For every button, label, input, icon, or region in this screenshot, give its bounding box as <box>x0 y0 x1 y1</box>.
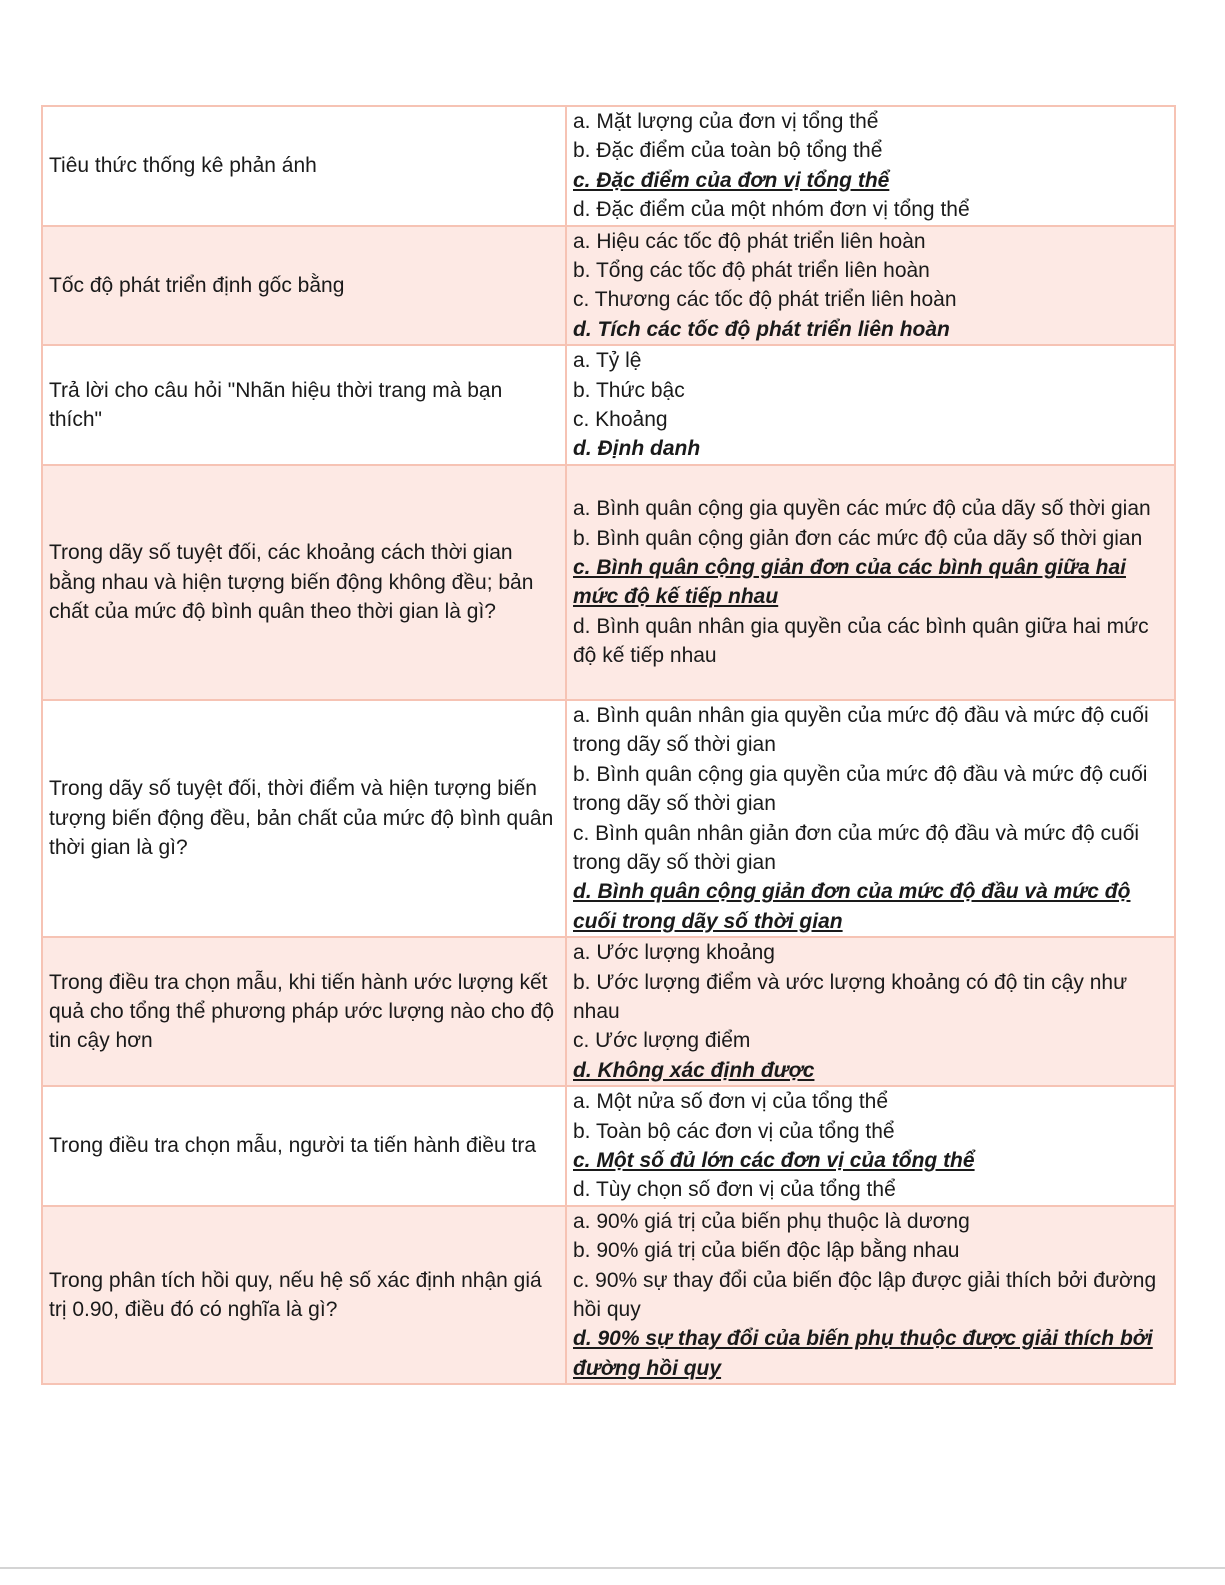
answer-option-correct: d. Định danh <box>573 437 701 461</box>
answer-option: b. Ước lượng điểm và ước lượng khoảng có độ tin cậy như nhau <box>573 970 1128 1023</box>
answer-option: c. Khoảng <box>573 408 668 432</box>
answer-option-correct: d. Tích các tốc độ phát triển liên hoàn <box>573 317 950 341</box>
answer-option: a. 90% giá trị của biến phụ thuộc là dương <box>573 1209 970 1233</box>
question-row <box>42 1086 1175 1206</box>
answer-options <box>566 1086 1175 1206</box>
answer-option: a. Mặt lượng của đơn vị tổng thể <box>573 110 879 133</box>
question-row <box>42 700 1175 937</box>
question-text: Trong dãy số tuyệt đối, thời điểm và hiện tượng biến tượng biến động đều, bản chất của mức độ bình quân thời gian là gì? <box>42 700 566 937</box>
answer-option-correct: d. 90% sự thay đổi của biến phụ thuộc được giải thích bởi đường hồi quy <box>573 1327 1153 1380</box>
answer-option-correct: c. Một số đủ lớn các đơn vị của tổng thể <box>573 1148 975 1172</box>
answer-option: a. Một nửa số đơn vị của tổng thể <box>573 1090 889 1114</box>
question-text: Tốc độ phát triển định gốc bằng <box>42 226 566 346</box>
answer-option: a. Bình quân nhân gia quyền của mức độ đầu và mức độ cuối trong dãy số thời gian <box>573 703 1149 757</box>
question-row <box>42 106 1175 226</box>
question-text: Trong dãy số tuyệt đối, các khoảng cách thời gian bằng nhau và hiện tượng biến động không đều; bản chất của mức độ bình quân theo thời gian là gì? <box>42 465 566 700</box>
question-row <box>42 1206 1175 1384</box>
answer-option: b. Bình quân cộng giản đơn các mức độ của dãy số thời gian <box>573 526 1143 550</box>
answer-options <box>566 1206 1175 1384</box>
question-text: Trả lời cho câu hỏi "Nhãn hiệu thời trang mà bạn thích" <box>42 345 566 465</box>
answer-option: c. Bình quân nhân giản đơn của mức độ đầu và mức độ cuối trong dãy số thời gian <box>573 821 1140 874</box>
answer-option-correct: c. Bình quân cộng giản đơn của các bình quân giữa hai mức độ kế tiếp nhau <box>573 555 1126 609</box>
question-row <box>42 937 1175 1086</box>
answer-option: c. 90% sự thay đổi của biến độc lập được giải thích bởi đường hồi quy <box>573 1268 1157 1321</box>
question-row <box>42 465 1175 700</box>
question-row <box>42 226 1175 346</box>
answer-option: c. Thương các tốc độ phát triển liên hoàn <box>573 288 957 312</box>
answer-option: d. Tùy chọn số đơn vị của tổng thể <box>573 1178 896 1202</box>
answer-option: b. Bình quân cộng gia quyền của mức độ đầu và mức độ cuối trong dãy số thời gian <box>573 762 1148 816</box>
question-table <box>41 105 1176 1385</box>
answer-options <box>566 106 1175 226</box>
answer-options <box>566 937 1175 1086</box>
answer-option: d. Bình quân nhân gia quyền của các bình quân giữa hai mức độ kế tiếp nhau <box>573 614 1149 668</box>
answer-option: a. Hiệu các tốc độ phát triển liên hoàn <box>573 229 926 253</box>
answer-options <box>566 465 1175 700</box>
answer-option: b. 90% giá trị của biến độc lập bằng nhau <box>573 1239 960 1263</box>
answer-option: a. Ước lượng khoảng <box>573 941 775 965</box>
answer-option: b. Thức bậc <box>573 378 685 402</box>
answer-option: b. Tổng các tốc độ phát triển liên hoàn <box>573 259 930 283</box>
question-table-body <box>42 106 1175 1384</box>
question-text: Trong phân tích hồi quy, nếu hệ số xác định nhận giá trị 0.90, điều đó có nghĩa là gì? <box>42 1206 566 1384</box>
answer-option: b. Toàn bộ các đơn vị của tổng thể <box>573 1119 895 1143</box>
answer-options <box>566 345 1175 465</box>
answer-option: a. Tỷ lệ <box>573 349 642 373</box>
question-row <box>42 345 1175 465</box>
answer-option: a. Bình quân cộng gia quyền các mức độ của dãy số thời gian <box>573 497 1151 521</box>
answer-option: d. Đặc điểm của một nhóm đơn vị tổng thể <box>573 198 970 222</box>
answer-options <box>566 226 1175 346</box>
question-text: Trong điều tra chọn mẫu, người ta tiến hành điều tra <box>42 1086 566 1206</box>
answer-option: c. Ước lượng điểm <box>573 1029 751 1053</box>
answer-option: b. Đặc điểm của toàn bộ tổng thể <box>573 139 883 163</box>
question-text: Tiêu thức thống kê phản ánh <box>42 106 566 226</box>
answer-option-correct: d. Không xác định được <box>573 1058 815 1082</box>
answer-options <box>566 700 1175 937</box>
question-text: Trong điều tra chọn mẫu, khi tiến hành ước lượng kết quả cho tổng thể phương pháp ước lượng nào cho độ tin cậy hơn <box>42 937 566 1086</box>
answer-option-correct: c. Đặc điểm của đơn vị tổng thể <box>573 168 890 192</box>
answer-option-correct: d. Bình quân cộng giản đơn của mức độ đầu và mức độ cuối trong dãy số thời gian <box>573 880 1131 933</box>
page-bottom-divider <box>0 1567 1225 1569</box>
